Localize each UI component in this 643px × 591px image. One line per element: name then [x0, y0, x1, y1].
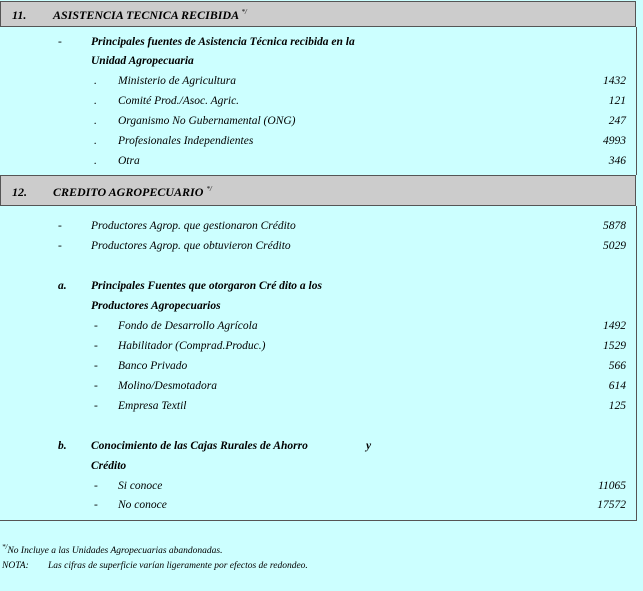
bullet: - [94, 400, 98, 412]
item-value: 1432 [603, 75, 626, 87]
bottom-rule [0, 520, 637, 521]
item-value: 5029 [603, 240, 626, 252]
item-label: Productores Agrop. que obtuvieron Crédito [91, 240, 291, 252]
item-value: 566 [608, 360, 626, 372]
item-value: 1529 [603, 340, 626, 352]
right-border [636, 206, 637, 520]
group-heading-line1: Principales Fuentes que otorgaron Cré dito a los [91, 280, 322, 292]
bullet: - [58, 220, 62, 232]
footnote-marker: */ [206, 185, 212, 193]
item-value: 17572 [597, 499, 626, 511]
item-value: 614 [608, 380, 626, 392]
bullet: . [94, 75, 97, 87]
item-label: Si conoce [118, 480, 163, 492]
group-heading-line2: Productores Agropecuarios [91, 300, 221, 312]
group-heading-cont [0, 55, 636, 71]
footnote-1 [2, 543, 223, 556]
item-label: Profesionales Independientes [118, 135, 254, 147]
bullet: - [94, 499, 98, 511]
list-item [0, 480, 636, 496]
item-label: Otra [118, 155, 140, 167]
list-item [0, 95, 636, 111]
footnote-marker: */ [241, 8, 247, 16]
section-12-header [0, 175, 636, 206]
list-item [0, 320, 636, 336]
group-letter: b. [58, 440, 67, 452]
footnote-text: No Incluye a las Unidades Agropecuarias abandonadas. [7, 546, 223, 557]
list-item [0, 340, 636, 356]
item-label: Comité Prod./Asoc. Agric. [118, 95, 240, 107]
item-value: 125 [608, 400, 626, 412]
bullet: . [94, 95, 97, 107]
bullet: - [94, 360, 98, 372]
item-label: Organismo No Gubernamental (ONG) [118, 115, 296, 127]
section-title: ASISTENCIA TECNICA RECIBIDA */ [53, 8, 247, 22]
group-heading-line2: Unidad Agropecuaria [91, 55, 194, 67]
bullet: . [94, 155, 97, 167]
bullet: . [94, 115, 97, 127]
bullet: . [94, 135, 97, 147]
item-value: 4993 [603, 135, 626, 147]
list-item [0, 135, 636, 151]
group-heading-line1: Principales fuentes de Asistencia Técnica recibida en la [91, 36, 355, 48]
group-letter: a. [58, 280, 67, 292]
group-a-heading [0, 280, 636, 296]
nota-label: NOTA: [2, 561, 29, 571]
item-label: Ministerio de Agricultura [118, 75, 236, 87]
item-label: No conoce [118, 499, 167, 511]
list-item [0, 115, 636, 131]
item-label: Habilitador (Comprad.Produc.) [118, 340, 266, 352]
group-heading-tail: y [366, 440, 372, 452]
list-item [0, 155, 636, 171]
section-title: CREDITO AGROPECUARIO */ [53, 185, 212, 199]
bullet: - [58, 36, 62, 48]
list-item [0, 499, 636, 515]
footnote-marker: */ [2, 543, 8, 551]
item-label: Molino/Desmotadora [118, 380, 218, 392]
bullet: - [94, 380, 98, 392]
item-label: Empresa Textil [118, 400, 187, 412]
bullet: - [94, 480, 98, 492]
item-label: Productores Agrop. que gestionaron Crédito [91, 220, 296, 232]
item-value: 121 [608, 95, 626, 107]
group-b-heading-cont [0, 460, 636, 476]
item-value: 11065 [598, 480, 626, 492]
item-value: 5878 [603, 220, 626, 232]
group-b-heading [0, 440, 636, 456]
list-item [0, 220, 636, 236]
list-item [0, 360, 636, 376]
footnote-nota [2, 561, 602, 571]
list-item [0, 400, 636, 416]
list-item [0, 75, 636, 91]
list-item [0, 240, 636, 256]
item-label: Banco Privado [118, 360, 188, 372]
section-number: 11. [12, 8, 27, 22]
item-value: 346 [608, 155, 626, 167]
section-number: 12. [12, 185, 27, 199]
bullet: - [58, 240, 62, 252]
item-value: 247 [608, 115, 626, 127]
group-heading-line1: Conocimiento de las Cajas Rurales de Ahorro [91, 440, 308, 452]
right-border [636, 27, 637, 175]
group-a-heading-cont [0, 300, 636, 316]
bullet: - [94, 320, 98, 332]
group-heading-line2: Crédito [91, 460, 127, 472]
bullet: - [94, 340, 98, 352]
section-11-header [0, 1, 636, 27]
nota-text: Las cifras de superficie varían ligeramente por efectos de redondeo. [48, 561, 308, 571]
item-label: Fondo de Desarrollo Agrícola [118, 320, 258, 332]
list-item [0, 380, 636, 396]
item-value: 1492 [603, 320, 626, 332]
group-heading [0, 36, 636, 52]
